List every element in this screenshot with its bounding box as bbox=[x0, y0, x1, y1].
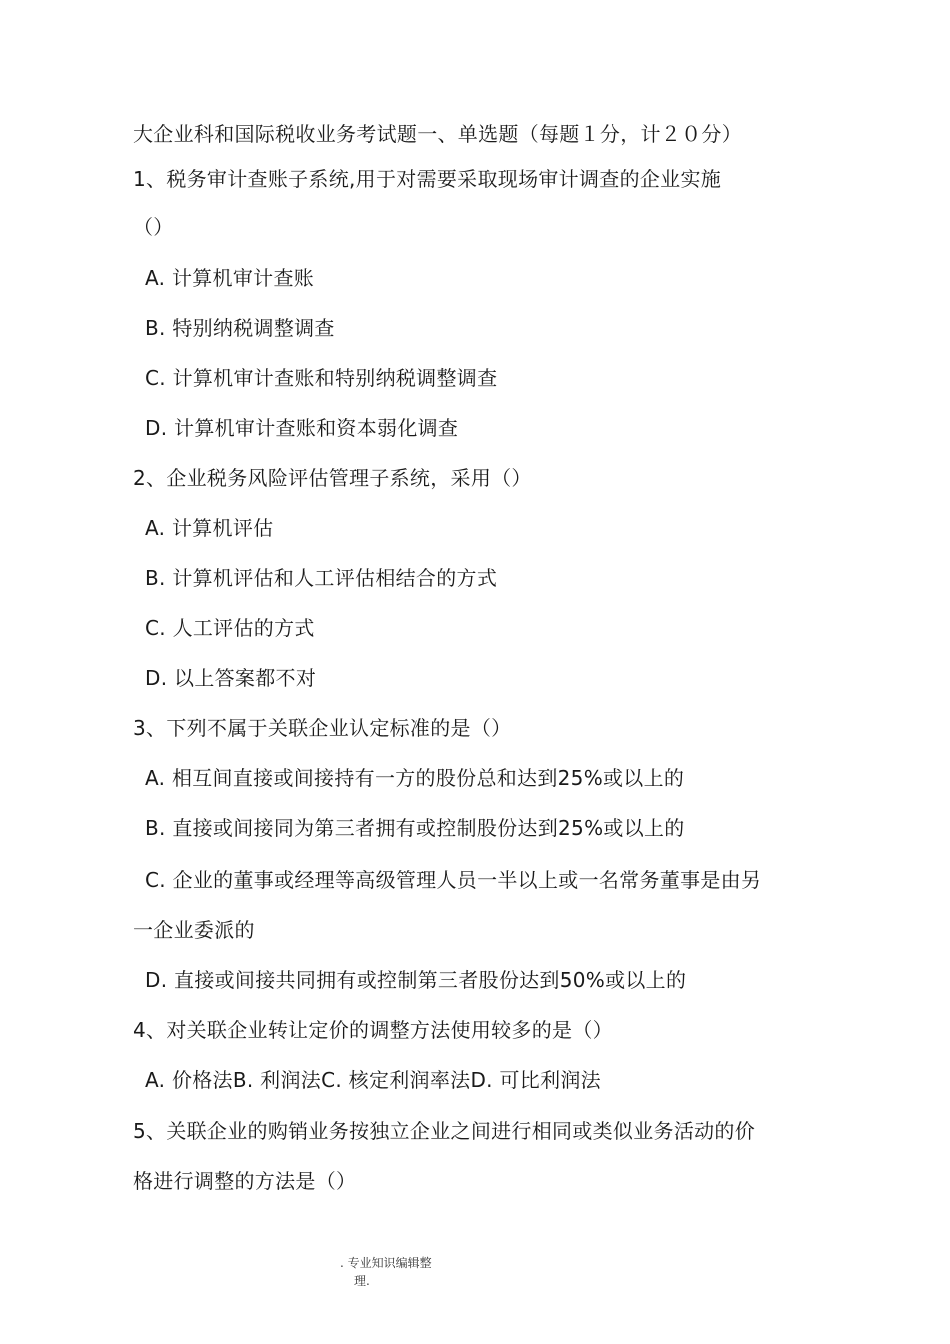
footer-line-2: 理. bbox=[354, 1274, 370, 1288]
question-3-option-a: A. 相互间直接或间接持有一方的股份总和达到25%或以上的 bbox=[145, 766, 685, 790]
question-3-option-b: B. 直接或间接同为第三者拥有或控制股份达到25%或以上的 bbox=[145, 816, 685, 840]
page-footer bbox=[340, 1254, 470, 1290]
question-1-option-b: B. 特别纳税调整调查 bbox=[145, 316, 335, 340]
question-1-option-a: A. 计算机审计查账 bbox=[145, 266, 315, 290]
question-3-option-d: D. 直接或间接共同拥有或控制第三者股份达到50%或以上的 bbox=[145, 968, 687, 992]
footer-line-1: . 专业知识编辑整 bbox=[340, 1256, 432, 1270]
question-2-option-d: D. 以上答案都不对 bbox=[145, 666, 317, 690]
exam-title: 大企业科和国际税收业务考试题一、单选题（每题１分，计２０分） bbox=[133, 122, 742, 146]
question-1-option-d: D. 计算机审计查账和资本弱化调查 bbox=[145, 416, 459, 440]
question-1-stem: 1、税务审计查账子系统,用于对需要采取现场审计调查的企业实施 bbox=[133, 167, 722, 191]
question-4-stem: 4、对关联企业转让定价的调整方法使用较多的是（） bbox=[133, 1018, 613, 1042]
question-3-option-c-continued: 一企业委派的 bbox=[133, 918, 255, 942]
question-5-stem: 5、关联企业的购销业务按独立企业之间进行相同或类似业务活动的价 bbox=[133, 1119, 756, 1143]
question-2-option-c: C. 人工评估的方式 bbox=[145, 616, 315, 640]
question-1-option-c: C. 计算机审计查账和特别纳税调整调查 bbox=[145, 366, 498, 390]
question-5-stem-continued: 格进行调整的方法是（） bbox=[133, 1169, 357, 1193]
question-3-option-c: C. 企业的董事或经理等高级管理人员一半以上或一名常务董事是由另 bbox=[145, 868, 762, 892]
question-1-blank: （） bbox=[133, 215, 174, 239]
question-2-stem: 2、企业税务风险评估管理子系统，采用（） bbox=[133, 466, 532, 490]
question-2-option-a: A. 计算机评估 bbox=[145, 516, 274, 540]
question-4-options: A. 价格法B. 利润法C. 核定利润率法D. 可比利润法 bbox=[145, 1068, 601, 1092]
question-3-stem: 3、下列不属于关联企业认定标准的是（） bbox=[133, 716, 512, 740]
question-2-option-b: B. 计算机评估和人工评估相结合的方式 bbox=[145, 566, 498, 590]
